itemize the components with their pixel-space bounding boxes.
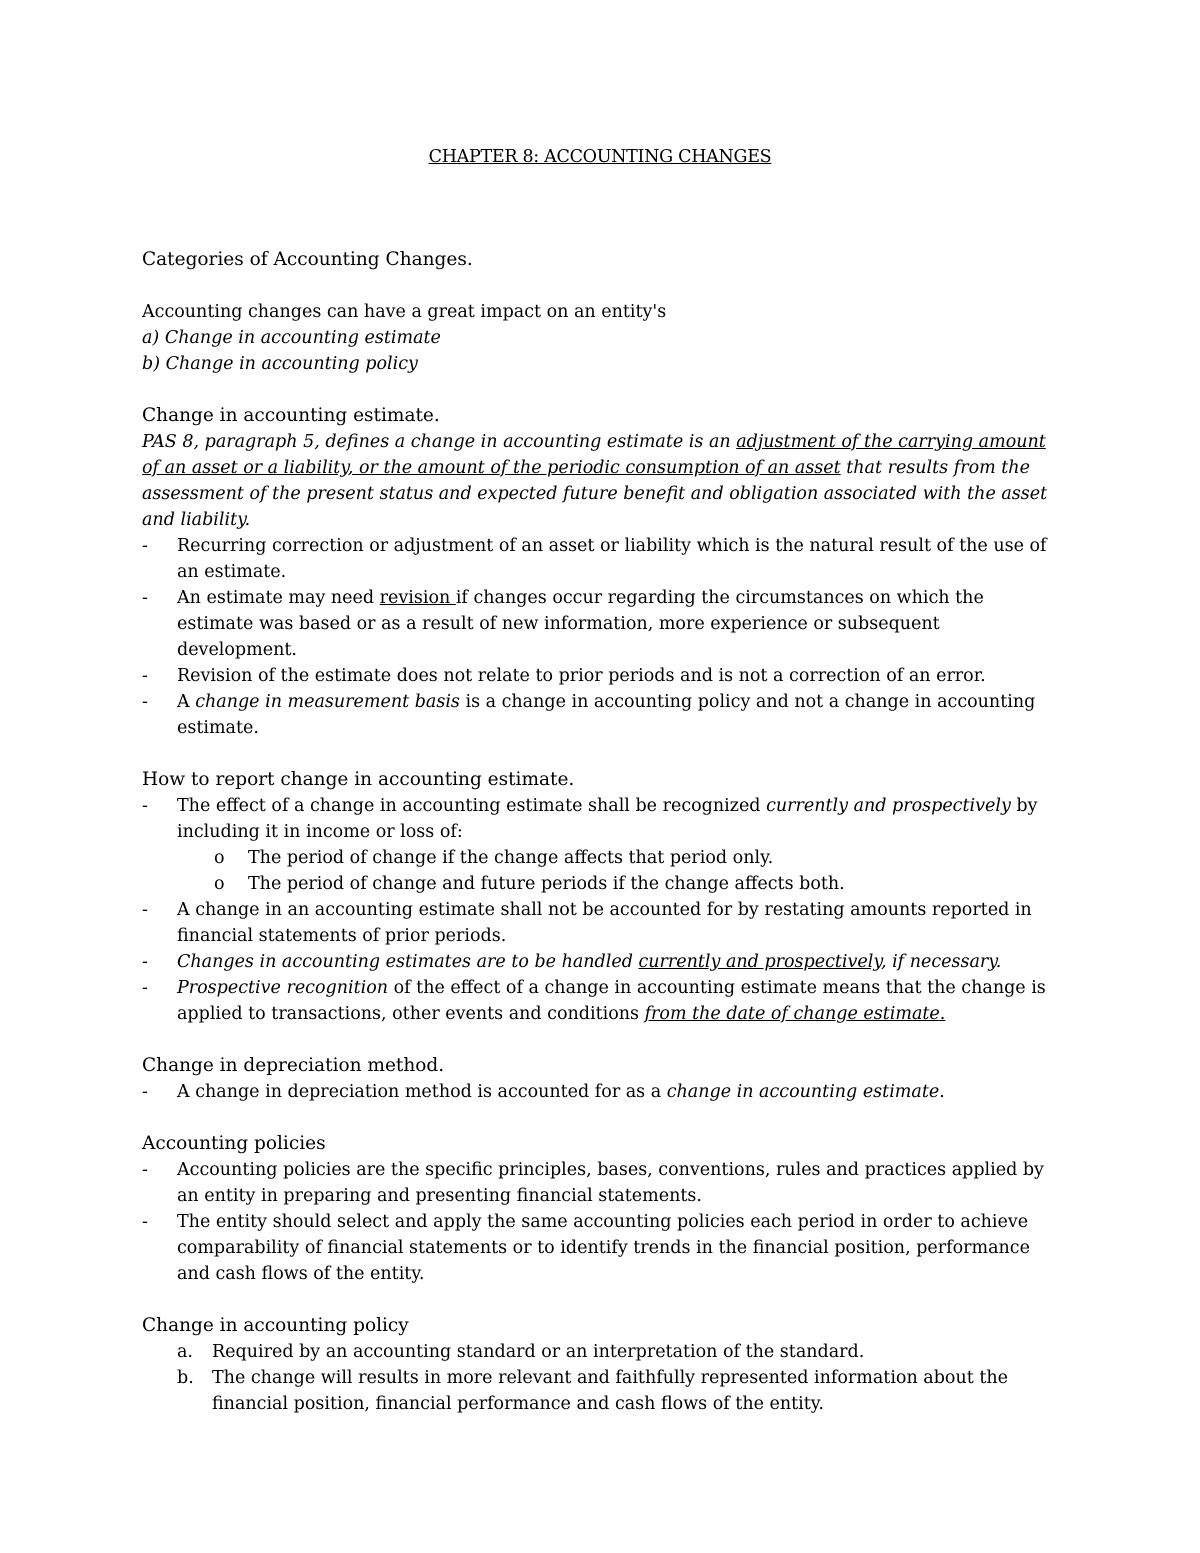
policy-change-item-b: b. The change will results in more relevant and faithfully represented information about the financial position, financial performance and cash flows of the entity. (177, 1368, 1008, 1414)
policy-change-item-a: a. Required by an accounting standard or an interpretation of the standard. (177, 1342, 865, 1362)
chapter-title: CHAPTER 8: ACCOUNTING CHANGES (428, 147, 772, 167)
category-item-b: b) Change in accounting policy (142, 354, 418, 374)
estimate-definition: PAS 8, paragraph 5, defines a change in accounting estimate is an adjustment of the carrying amount of an asset or a liability, or the amount of the periodic consumption of an asset that results from the assessment of the present status and expected future benefit and obligation associated with the asset and liability. (142, 432, 1048, 530)
section-heading-policies: Accounting policies (142, 1133, 326, 1154)
report-bullet-3: - Changes in accounting estimates are to be handled currently and prospectively, if necessary. (142, 949, 1062, 975)
section-heading-policy-change: Change in accounting policy (142, 1315, 409, 1336)
estimate-bullet-1: - Recurring correction or adjustment of an asset or liability which is the natural result of the use of an estimate. (142, 533, 1062, 585)
depreciation-bullet-list (142, 1079, 1062, 1105)
depreciation-bullet-1: - A change in depreciation method is accounted for as a change in accounting estimate. (142, 1079, 1062, 1105)
policy-change-list (142, 1339, 1062, 1417)
policies-bullet-1: - Accounting policies are the specific principles, bases, conventions, rules and practices applied by an entity in preparing and presenting financial statements. (142, 1157, 1062, 1209)
estimate-bullet-4: - A change in measurement basis is a change in accounting policy and not a change in accounting estimate. (142, 689, 1062, 741)
report-bullet-1: - The effect of a change in accounting estimate shall be recognized currently and prospectively by including it in income or loss of: (142, 793, 1062, 845)
estimate-bullet-3: - Revision of the estimate does not relate to prior periods and is not a correction of an error. (142, 663, 1062, 689)
section-heading-categories: Categories of Accounting Changes. (142, 249, 473, 270)
report-bullet-2: - A change in an accounting estimate shall not be accounted for by restating amounts reported in financial statements of prior periods. (142, 897, 1062, 949)
report-bullet-list-continued (142, 897, 1062, 1027)
estimate-bullet-2: - An estimate may need revision if changes occur regarding the circumstances on which the estimate was based or as a result of new information, more experience or subsequent development. (142, 585, 1062, 663)
categories-intro: Accounting changes can have a great impact on an entity's (142, 302, 667, 322)
report-sub-list (142, 845, 1062, 897)
section-heading-depreciation: Change in depreciation method. (142, 1055, 445, 1076)
section-heading-estimate: Change in accounting estimate. (142, 405, 440, 426)
category-item-a: a) Change in accounting estimate (142, 328, 441, 348)
policies-bullet-list (142, 1157, 1062, 1287)
report-bullet-4: - Prospective recognition of the effect of a change in accounting estimate means that the change is applied to transactions, other events and conditions from the date of change estimate. (142, 975, 1062, 1027)
report-sub-item-2: o The period of change and future periods if the change affects both. (142, 871, 1062, 897)
document-body (142, 247, 1062, 1417)
estimate-bullet-list (142, 533, 1062, 741)
section-heading-report: How to report change in accounting estimate. (142, 769, 575, 790)
report-sub-item-1: o The period of change if the change affects that period only. (142, 845, 1062, 871)
report-bullet-list (142, 793, 1062, 845)
policies-bullet-2: - The entity should select and apply the same accounting policies each period in order to achieve comparability of financial statements or to identify trends in the financial position, performance and cash flows of the entity. (142, 1209, 1062, 1287)
